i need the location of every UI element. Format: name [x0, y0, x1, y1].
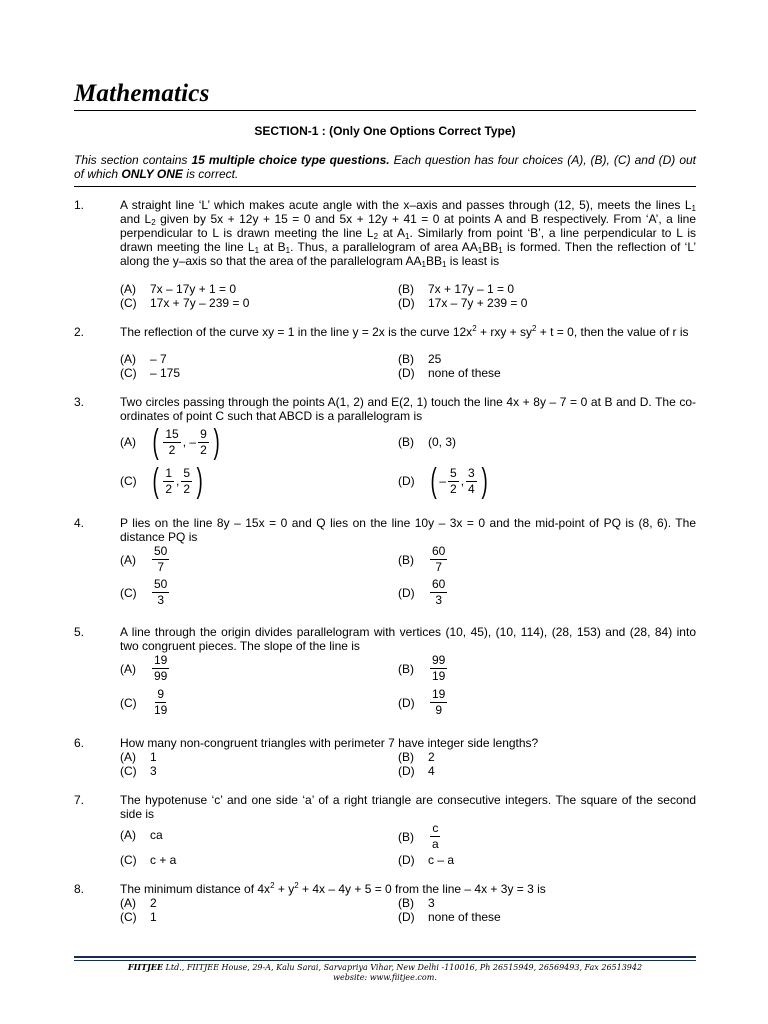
- option-c[interactable]: (C) $\frac{50}{3}$: [120, 577, 168, 607]
- option-d[interactable]: (D) $\frac{19}{9}$: [398, 687, 446, 717]
- option-a[interactable]: (A) 2: [120, 896, 157, 910]
- section-heading: SECTION-1 : (Only One Options Correct Type): [254, 124, 516, 138]
- option-d[interactable]: (D) c – a: [398, 853, 455, 867]
- question-number: 2.: [74, 325, 85, 339]
- question-stem: A line through the origin divides parallelogram with vertices (10, 45), (10, 114), (28, 153) and (28, 84) into two congruent pieces. The slope of the line is: [120, 625, 696, 653]
- option-d[interactable]: (D) ( – $\frac{5}{2}$ , $\frac{3}{4}$ ): [398, 462, 488, 500]
- option-b[interactable]: (B) 3: [398, 896, 435, 910]
- option-a[interactable]: (A) $\frac{19}{99}$: [120, 653, 168, 683]
- option-c[interactable]: (C) 1: [120, 910, 157, 924]
- instructions-rule: [74, 186, 696, 187]
- question-number: 6.: [74, 736, 85, 750]
- header-rule: [74, 110, 696, 111]
- option-a[interactable]: (A) – 7: [120, 352, 167, 366]
- question-number: 5.: [74, 625, 85, 639]
- question-number: 1.: [74, 198, 85, 212]
- option-d[interactable]: (D) $\frac{60}{3}$: [398, 577, 446, 607]
- option-c[interactable]: (C) 3: [120, 764, 157, 778]
- page-footer: [74, 962, 696, 983]
- option-d[interactable]: (D) none of these: [398, 366, 501, 380]
- footer-rule-thin: [74, 960, 696, 961]
- option-b[interactable]: (B) (0, 3): [398, 435, 457, 449]
- question-stem: A straight line ‘L’ which makes acute angle with the x–axis and passes through (12, 5), meets the lines $L_1$ and $L_2$ given by 5x + 12y + 15 = 0 and 5x + 12y + 41 = 0 at points A and B respectively. From ‘A’, a line perpendicular to L is drawn meeting the line $L_2$ at $A_1$. Similarly from point ‘B’, a line perpendicular to L is drawn meeting the line $L_1$ at $B_1$. Thus, a parallelogram of area $AA_1BB_1$ is formed. Then the reflection of ‘L’ along the y–axis so that the area of the parallelogram $AA_1BB_1$ is least is: [120, 198, 697, 269]
- option-b[interactable]: (B) 2: [398, 750, 435, 764]
- option-b[interactable]: (B) $\frac{c}{a}$: [398, 821, 439, 851]
- option-a[interactable]: (A) $\frac{50}{7}$: [120, 544, 168, 574]
- option-d[interactable]: (D) none of these: [398, 910, 501, 924]
- option-a[interactable]: (A) 7x – 17y + 1 = 0: [120, 282, 237, 296]
- footer-rule: [74, 956, 696, 958]
- question-number: 4.: [74, 516, 85, 530]
- option-b[interactable]: (B) 25: [398, 352, 442, 366]
- question-number: 7.: [74, 793, 85, 807]
- subject-title: Mathematics: [74, 80, 210, 107]
- option-d[interactable]: (D) 4: [398, 764, 435, 778]
- section-instructions: This section contains 15 multiple choice type questions. Each question has four choices (A), (B), (C) and (D) out of which ONLY ONE is correct.: [74, 153, 697, 181]
- option-b[interactable]: (B) $\frac{60}{7}$: [398, 544, 446, 574]
- option-b[interactable]: (B) 7x + 17y – 1 = 0: [398, 282, 515, 296]
- question-stem: Two circles passing through the points A(1, 2) and E(2, 1) touch the line 4x + 8y – 7 = 0 at B and D. The co-ordinates of point C such that ABCD is a parallelogram is: [120, 395, 696, 423]
- option-a[interactable]: (A) ca: [120, 828, 163, 842]
- option-a[interactable]: (A) ( $\frac{15}{2}$ , – $\frac{9}{2}$ ): [120, 423, 220, 461]
- option-c[interactable]: (C) c + a: [120, 853, 177, 867]
- brand-logo: FIITJEE: [127, 962, 164, 972]
- option-a[interactable]: (A) 1: [120, 750, 157, 764]
- option-c[interactable]: (C) – 175: [120, 366, 181, 380]
- question-stem: P lies on the line 8y – 15x = 0 and Q lies on the line 10y – 3x = 0 and the mid-point of PQ is (8, 6). The distance PQ is: [120, 516, 696, 544]
- footer-address: FIITJEE Ltd., FIITJEE House, 29-A, Kalu Sarai, Sarvapriya Vihar, New Delhi -110016, Ph 26515949, 26569493, Fax 26513942: [127, 962, 643, 972]
- option-c[interactable]: (C) $\frac{9}{19}$: [120, 687, 168, 717]
- question-stem: How many non-congruent triangles with perimeter 7 have integer side lengths?: [120, 736, 539, 750]
- option-c[interactable]: (C) ( $\frac{1}{2}$ , $\frac{5}{2}$ ): [120, 462, 203, 500]
- option-b[interactable]: (B) $\frac{99}{19}$: [398, 653, 446, 683]
- question-stem: The hypotenuse ‘c’ and one side ‘a’ of a right triangle are consecutive integers. The square of the second side is: [120, 793, 696, 821]
- question-stem: The minimum distance of $4x^2 + y^2 + 4x - 4y + 5 = 0$ from the line – 4x + 3y = 3 is: [120, 881, 546, 896]
- question-number: 3.: [74, 395, 85, 409]
- option-c[interactable]: (C) 17x + 7y – 239 = 0: [120, 296, 250, 310]
- footer-website[interactable]: website: www.fiitjee.com.: [333, 973, 437, 982]
- option-d[interactable]: (D) 17x – 7y + 239 = 0: [398, 296, 528, 310]
- question-stem: The reflection of the curve xy = 1 in the line y = 2x is the curve $12x^2$ + rxy + $sy^2 + t = 0$, then the value of r is: [120, 324, 689, 339]
- question-number: 8.: [74, 882, 85, 896]
